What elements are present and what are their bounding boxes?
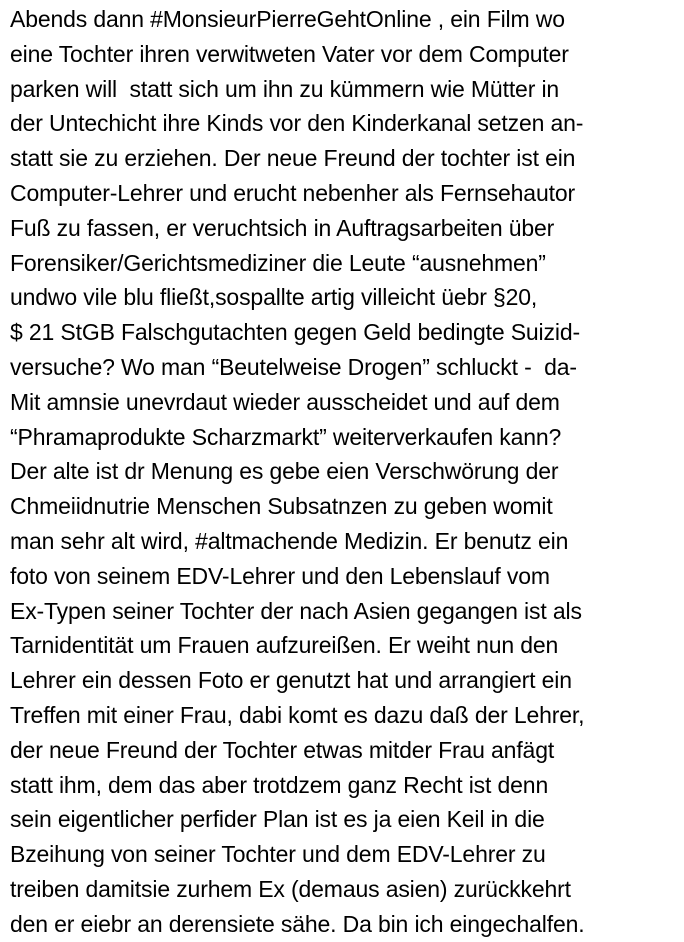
text-line-22: der neue Freund der Tochter etwas mitder Frau anfägt [10, 736, 555, 763]
text-line-13: “Phramaprodukte Scharzmarkt” weiterverkaufen kann? [10, 423, 562, 450]
text-line-11: versuche? Wo man “Beutelweise Drogen” schluckt - da- [10, 353, 577, 380]
text-line-24: sein eigentlicher perfider Plan ist es ja eien Keil in die [10, 806, 545, 833]
text-line-27: den er eiebr an derensiete sähe. Da bin ich eingechalfen. [10, 910, 585, 937]
text-line-5: statt sie zu erziehen. Der neue Freund der tochter ist ein [10, 145, 576, 172]
text-line-23: statt ihm, dem das aber trotdzem ganz Recht ist denn [10, 771, 549, 798]
text-line-14: Der alte ist dr Menung es gebe eien Verschwörung der [10, 458, 559, 485]
text-line-18: Ex-Typen seiner Tochter der nach Asien gegangen ist als [10, 597, 582, 624]
text-line-8: Forensiker/Gerichtsmediziner die Leute “ausnehmen” [10, 249, 546, 276]
text-line-26: treiben damitsie zurhem Ex (demaus asien) zurückkehrt [10, 875, 571, 902]
text-line-1: Abends dann #MonsieurPierreGehtOnline , ein Film wo [10, 6, 565, 32]
text-line-4: der Untechicht ihre Kinds vor den Kinderkanal setzen an- [10, 110, 584, 137]
text-line-20: Lehrer ein dessen Foto er genutzt hat und arrangiert ein [10, 667, 572, 694]
text-line-16: man sehr alt wird, #altmachende Medizin. Er benutz ein [10, 527, 569, 554]
text-line-25: Bzeihung von seiner Tochter und dem EDV-Lehrer zu [10, 841, 546, 868]
text-line-10: $ 21 StGB Falschgutachten gegen Geld bedingte Suizid- [10, 319, 580, 346]
text-line-9: undwo vile blu fließt,sospallte artig villeicht üebr §20, [10, 284, 538, 311]
text-line-17: foto von seinem EDV-Lehrer und den Lebenslauf vom [10, 562, 550, 589]
text-line-19: Tarnidentität um Frauen aufzureißen. Er weiht nun den [10, 632, 559, 659]
text-line-2: eine Tochter ihren verwitweten Vater vor dem Computer [10, 40, 569, 67]
text-line-12: Mit amnsie unevrdaut wieder ausscheidet und auf dem [10, 388, 560, 415]
text-line-3: parken will statt sich um ihn zu kümmern wie Mütter in [10, 75, 560, 102]
text-line-7: Fuß zu fassen, er veruchtsich in Auftragsarbeiten über [10, 214, 555, 241]
text-line-21: Treffen mit einer Frau, dabi komt es dazu daß der Lehrer, [10, 701, 585, 728]
text-line-6: Computer-Lehrer und erucht nebenher als Fernsehautor [10, 179, 575, 206]
body-text [10, 2, 682, 942]
text-line-15: Chmeiidnutrie Menschen Subsatnzen zu geben womit [10, 493, 553, 520]
